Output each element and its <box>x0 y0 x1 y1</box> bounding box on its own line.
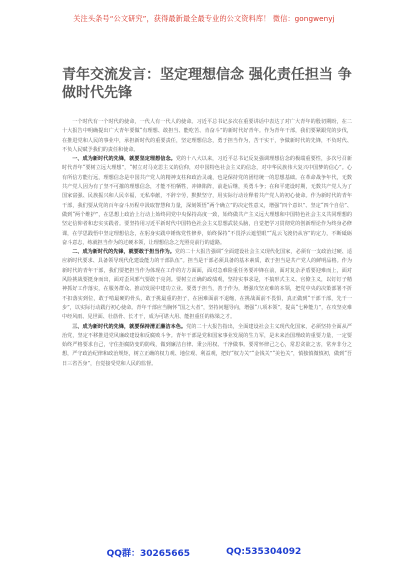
qq-group-number: QQ群：30265665 <box>106 548 191 559</box>
promo-banner <box>0 10 408 28</box>
paragraph-text: 党的二十大报告指出，全面建设社会主义现代化国家，必须坚持全面从严治党，坚定不移推进党风廉政建设和反腐败斗争。青年干部是党和国家事业发展的生力军，是未来治国理政的重要力量，一定要始终严格要求自己，守住拒腐防变的防线，做到廉洁自律、秉公用权、干净做事。要常怀律己之心，常思贪欲之害，常弃非分之想，严守政治纪律和政治规矩，树立正确的权力观、地位观、利益观，把好“权力关”“金钱关”“美色关”，慎独慎微慎初，做到“吾日三省吾身”，自觉接受党和人民的监督。 <box>62 323 352 367</box>
promo-banner-text: 关注头条号“公文研究”，获得最新最全最专业的公文资料库！ 微信：gongwenyj <box>73 14 335 23</box>
paragraph-heading: 二、成为新时代的先锋，就要敢于担当作为。 <box>72 249 175 256</box>
document-title: 青年交流发言：坚定理想信念 强化责任担当 争做时代先锋 <box>62 67 352 101</box>
paragraph-text: 党的十八大以来，习近平总书记反复强调理想信念的极端重要性，多次号召新时代青年“要树立远大理想”，“树立对马克思主义的信仰，对中国特色社会主义的信念，对中华民族伟大复兴中国梦的信心”。心有所信方能行远，理想信念是中国共产党人的精神支柱和政治灵魂，也是保持党的团结统一的思想基础。在革命战争年代，无数共产党人因为有了坚不可摧的理想信念，才能不怕牺牲，冲锋陷阵，前赴后继，英勇斗争；在和平建设时期，无数共产党人为了国家富强、民族振兴和人民幸福，无私奉献，不辞辛劳，默默坚守，用实际行动诠释着共产党人的初心使命。作为新时代的青年干部，我们要从党的百年奋斗历程中汲取智慧和力量，深刻领悟“两个确立”的决定性意义，增强“四个意识”、坚定“四个自信”、做到“两个维护”，在思想上政治上行动上始终同党中央保持高度一致，始终做共产主义远大理想和中国特色社会主义共同理想的坚定信仰者和忠实实践者。要坚持用习近平新时代中国特色社会主义思想武装头脑，自觉把学习贯彻党的创新理论作为终身必修课，在学思践悟中坚定理想信念，在躬身实践中锤炼党性修养，始终保持“不畏浮云遮望眼”“乱云飞渡仍从容”的定力，不断砥砺奋斗意志，练就担当作为的过硬本领，让理想信念之光照亮前行的道路。 <box>62 156 352 246</box>
paragraph-text: 一个时代有一个时代的使命，一代人有一代人的使命。习近平总书记多次在重要讲话中表达了对广大青年的殷切期盼，在二十大报告中明确提出广大青年要做“有理想、敢担当、能吃苦、肯奋斗”的新时代好青年。作为青年干部，我们要紧跟党的步伐，在推进党和人民的事业中，承担新时代的重要责任，坚定理想信念，勇于担当作为，苦干实干，争做新时代的先锋，不负时代、不负人民赋予我们的责任和使命。 <box>62 119 352 153</box>
paragraph-intro <box>62 118 352 155</box>
paragraph-section-1 <box>62 155 352 248</box>
paragraph-section-3 <box>62 323 352 369</box>
paragraph-heading: 三、成为新时代的先锋，就要保持清正廉洁本色。 <box>72 323 187 330</box>
paragraph-heading: 一、成为新时代的先锋，就要坚定理想信念。 <box>72 156 176 163</box>
qq-contact-number: QQ:535304092 <box>226 547 302 557</box>
document-body <box>62 118 352 520</box>
contact-footer <box>0 544 408 560</box>
paragraph-text: 党的二十大报告强调“全面建设社会主义现代化国家，必须有一支政治过硬、适应新时代要求、具备领导现代化建设能力的干部队伍”。担当是干部必须具备的基本素质，敢于担当是共产党人的鲜明品格。作为新时代的青年干部，我们要把担当作为体现在工作的方方面面，面对急难险重任务要冲锋在前，面对复杂矛盾要迎难而上，面对风险挑战要挺身而出，面对歪风邪气要敢于亮剑。要树立正确的政绩观，坚持实事求是，不搞形式主义、官僚主义，以钉钉子精神抓好工作落实，在服务群众、推动发展中建功立业。要勇于担当，善于作为，增强攻坚克难的本领，把党中央的决策部署不折不扣落实到位，敢于啃最硬的骨头，敢于挑最重的担子，在困难面前不退缩，在挑战面前不畏惧，真正做到“干部干部，先干一步”，以实际行动践行初心使命。青年干部应当胸怀“国之大者”，坚持问题导向，增强“八项本领”，提高“七种能力”，在攻坚克难中经风雨、见世面、壮筋骨、长才干，成为可堪大用、能担重任的栋梁之才。 <box>62 249 352 321</box>
paragraph-section-2 <box>62 248 352 322</box>
